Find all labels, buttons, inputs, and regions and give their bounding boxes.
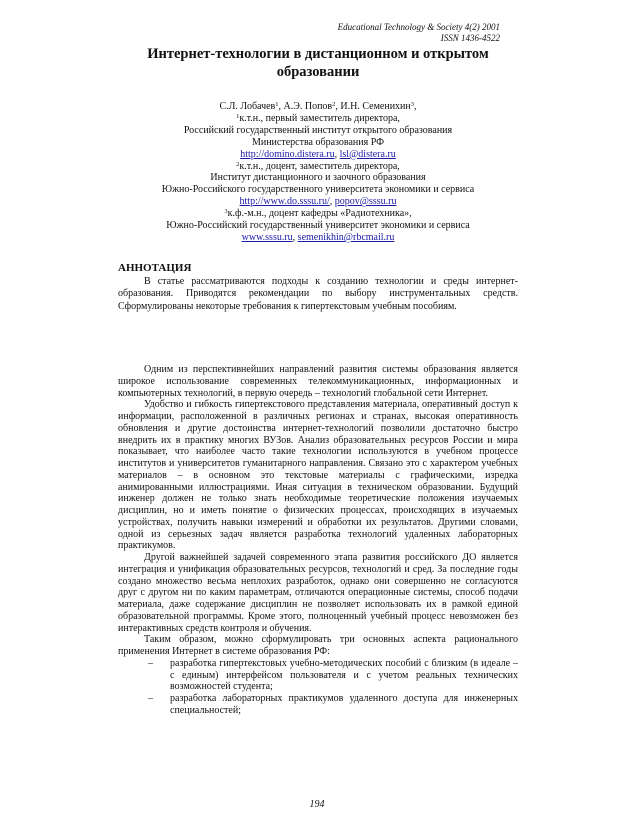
url-link-1[interactable]: http://domino.distera.ru xyxy=(240,148,335,160)
affiliation-1-ministry: Министерства образования РФ xyxy=(251,136,385,148)
paragraph: Другой важнейшей задачей современного этапа развития российского ДО является интеграция и унификация образовательных ресурсов, технологий и сред. За последние годы создано множество весьма неплохих разработок, однако они совершенно не согласуются друг с другом ни по каким параметрам, отличаются операционные системы, способ подачи материала, даже содержание дисциплин не позволяет использовать их в рамкой единой образовательной программы. Кроме этого, полноценный учебный процесс невозможен без интерактивных средств контроля и обучения. xyxy=(118,552,518,634)
issn-header: ISSN 1436-4522 xyxy=(440,33,500,43)
paragraph: Таким образом, можно сформулировать три основных аспекта рационального применения Интернет в системе образования РФ: xyxy=(118,634,518,657)
list-item: – разработка гипертекстовых учебно-методических пособий с близким (в идеале – с единым) интерфейсом пользователя и с учетом реальных технических возможностей студента; xyxy=(148,657,518,693)
affiliation-2-contacts: http://www.do.sssu.ru/, popov@sssu.ru xyxy=(239,196,397,208)
aspect-list xyxy=(118,658,518,717)
affiliation-1-position: $^1$к.т.н., первый заместитель директора, xyxy=(236,112,400,124)
email-link-2[interactable]: popov@sssu.ru xyxy=(334,196,397,208)
list-item: – разработка лабораторных практикумов удаленного доступа для инженерных специальностей; xyxy=(148,693,518,716)
dash-bullet: – xyxy=(148,657,153,669)
journal-header: Educational Technology & Society 4(2) 2001 xyxy=(337,22,500,32)
article-body xyxy=(118,364,518,717)
page-number: 194 xyxy=(309,799,325,810)
url-link-2[interactable]: http://www.do.sssu.ru/ xyxy=(239,196,330,208)
author-names: С.Л. Лобачев$^1$, А.Э. Попов$^2$, И.Н. Семенихин$^3$, xyxy=(219,101,417,112)
abstract-text: В статье рассматриваются подходы к созданию технологии и среды интернет-образования. Приводятся рекомендации по выбору инструментальных средств. Сформулированы некоторые требования к гипертекстовым учебным пособиям. xyxy=(118,276,518,312)
affiliation-2-org: Институт дистанционного и заочного образования xyxy=(210,172,426,184)
dash-bullet: – xyxy=(148,693,153,704)
paper-title: Интернет-технологии в дистанционном и открытом образовании xyxy=(147,46,489,80)
author-block xyxy=(118,101,518,244)
affiliation-3-contacts: www.sssu.ru, semenikhin@rbcmail.ru xyxy=(241,231,395,243)
affiliation-1-org: Российский государственный институт открытого образования xyxy=(183,124,453,136)
affiliation-1-contacts: http://domino.distera.ru, lsl@distera.ru xyxy=(240,148,396,160)
paragraph: Удобство и гибкость гипертекстового представления материала, оперативный доступ к информации, расположенной в различных регионах и странах, высокая оперативность обновления и другие достоинства интернет-технологий позволили достаточно быстро внедрить их в практику многих ВУЗов. Анализ образовательных ресурсов России и мира показывает, что наиболее часто такие технологии используются в учебном процессе институтов и университетов гуманитарного направления. Связано это с характером учебных материалов – в основном это текстовые материалы с графическими, изредка анимированными иллюстрациями. Иная ситуация в техническом образовании. Будущий инженер должен не только знать необходимые теоретические положения изучаемых дисциплин, но и иметь понятие о физических процессах, происходящих в изучаемых устройствах, получить навыки измерений и обработки их результатов. Другими словами, одной из серьезных задач является разработка технологий удаленных лабораторных практикумов. xyxy=(118,399,518,552)
url-link-3[interactable]: www.sssu.ru xyxy=(241,231,293,243)
email-link-1[interactable]: lsl@distera.ru xyxy=(339,148,396,160)
abstract-heading: АННОТАЦИЯ xyxy=(118,262,192,274)
affiliation-2-position: $^2$к.т.н., доцент, заместитель директора, xyxy=(236,160,400,172)
affiliation-3-org: Южно-Российский государственный университет экономики и сервиса xyxy=(166,220,470,232)
paragraph: Одним из перспективнейших направлений развития системы образования является широкое использование современных телекоммуникационных, информационных и компьютерных технологий, в первую очередь – технологий глобальной сети Интернет. xyxy=(118,364,518,399)
affiliation-2-university: Южно-Российского государственного университета экономики и сервиса xyxy=(161,184,475,196)
affiliation-3-position: $^3$к.ф.-м.н., доцент кафедры «Радиотехника», xyxy=(224,208,412,220)
email-link-3[interactable]: semenikhin@rbcmail.ru xyxy=(297,231,395,243)
